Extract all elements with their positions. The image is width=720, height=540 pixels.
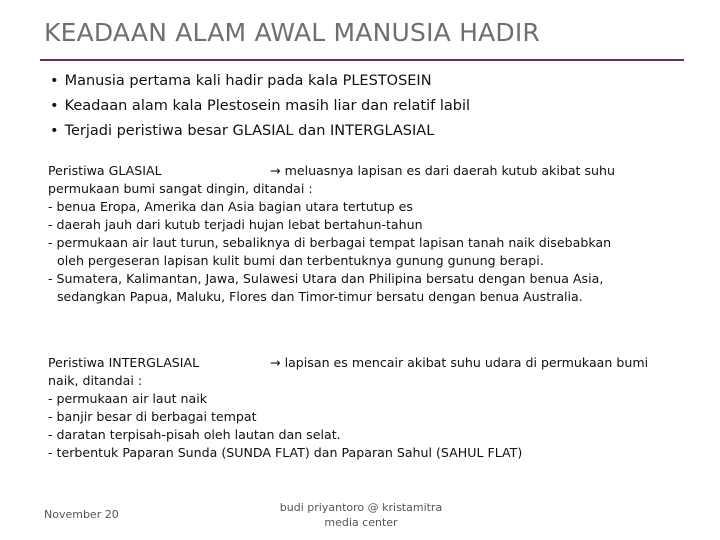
slide-title: KEADAAN ALAM AWAL MANUSIA HADIR: [44, 18, 540, 47]
interglasial-item: - permukaan air laut naik: [48, 391, 208, 406]
interglasial-continuation: naik, ditandai :: [48, 373, 143, 388]
bullet-item: • Manusia pertama kali hadir pada kala PLESTOSEIN: [50, 69, 470, 94]
footer-credit: budi priyantoro @ kristamitra media center: [279, 501, 443, 529]
glasial-item: - daerah jauh dari kutub terjadi hujan lebat bertahun-tahun: [48, 217, 423, 232]
arrow-right-icon: →: [270, 163, 281, 178]
interglasial-item: - banjir besar di berbagai tempat: [48, 409, 257, 424]
glasial-item: - benua Eropa, Amerika dan Asia bagian utara tertutup es: [48, 199, 413, 214]
glasial-arrow-text: → meluasnya lapisan es dari daerah kutub akibat suhu: [270, 163, 615, 178]
interglasial-arrow-text: → lapisan es mencair akibat suhu udara di permukaan bumi: [270, 355, 649, 370]
arrow-right-icon: →: [270, 355, 281, 370]
glasial-section: [48, 162, 615, 306]
glasial-item: oleh pergeseran lapisan kulit bumi dan terbentuknya gunung gunung berapi.: [57, 253, 544, 268]
footer-date: November 20: [44, 508, 119, 521]
bullet-item: • Keadaan alam kala Plestosein masih liar dan relatif labil: [50, 94, 470, 119]
interglasial-item: - terbentuk Paparan Sunda (SUNDA FLAT) dan Paparan Sahul (SAHUL FLAT): [48, 445, 523, 460]
glasial-label: Peristiwa GLASIAL: [48, 163, 162, 178]
interglasial-section: [48, 354, 649, 462]
bullet-item: • Terjadi peristiwa besar GLASIAL dan INTERGLASIAL: [50, 119, 470, 144]
bullet-list: [50, 69, 470, 144]
glasial-item: - permukaan air laut turun, sebaliknya di berbagai tempat lapisan tanah naik disebabkan: [48, 235, 612, 250]
interglasial-label: Peristiwa INTERGLASIAL: [48, 355, 200, 370]
title-divider: [40, 59, 684, 61]
glasial-continuation: permukaan bumi sangat dingin, ditandai :: [48, 181, 313, 196]
glasial-item: sedangkan Papua, Maluku, Flores dan Timor-timur bersatu dengan benua Australia.: [57, 289, 583, 304]
glasial-item: - Sumatera, Kalimantan, Jawa, Sulawesi Utara dan Philipina bersatu dengan benua Asia,: [48, 271, 604, 286]
interglasial-item: - daratan terpisah-pisah oleh lautan dan selat.: [48, 427, 341, 442]
